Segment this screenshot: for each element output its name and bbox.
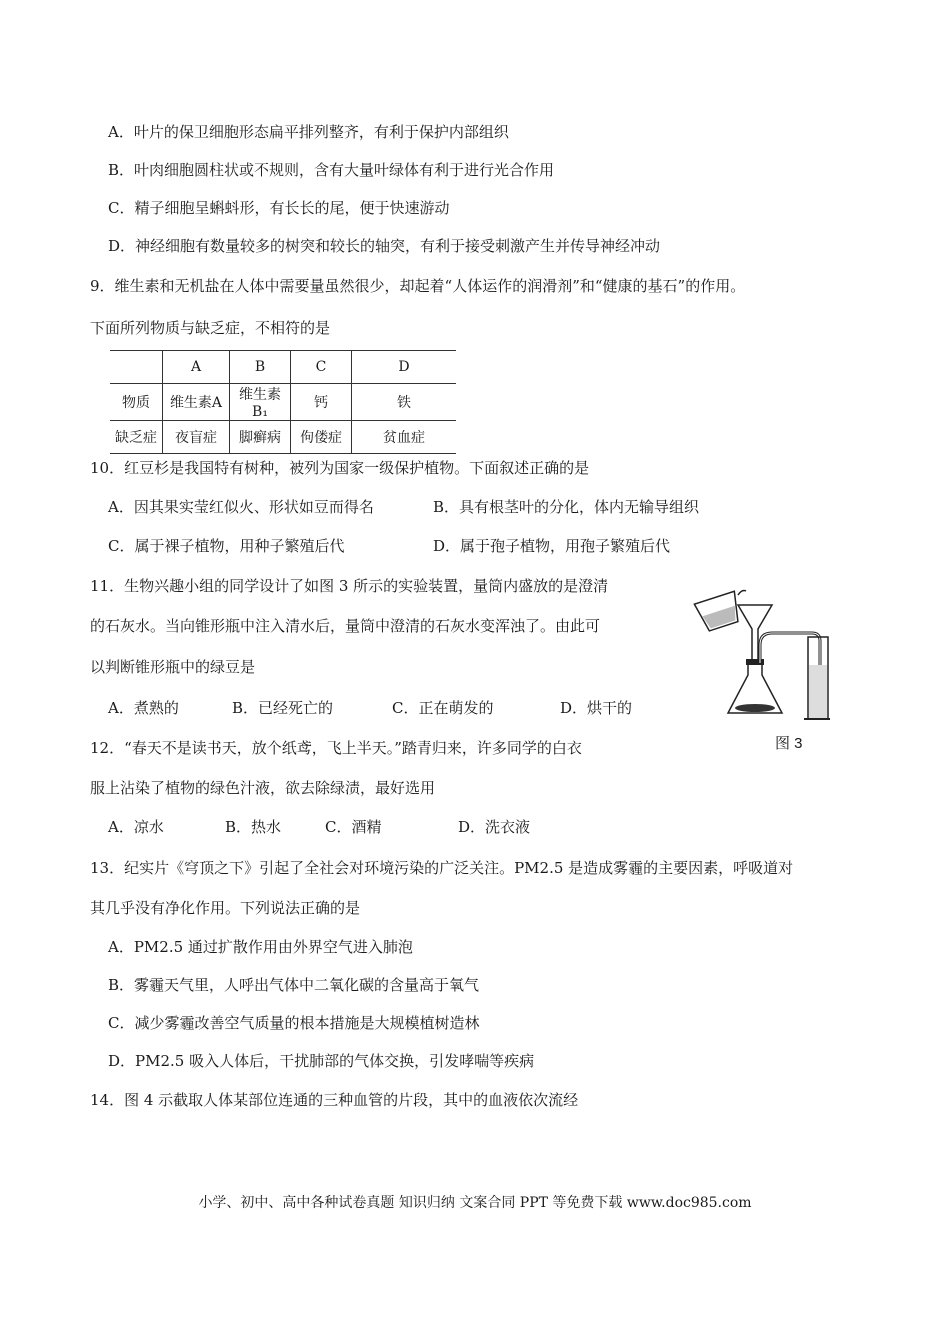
q9-table-cell: 物质 [110,384,163,421]
q8-option-a: A．叶片的保卫细胞形态扁平排列整齐，有利于保护内部组织 [108,123,509,141]
q9-table-cell: 佝偻症 [291,421,352,454]
q11-option-d: D．烘干的 [560,699,633,717]
q13-option-b: B．雾霾天气里，人呼出气体中二氧化碳的含量高于氧气 [108,976,480,994]
q13-option-a: A．PM2.5 通过扩散作用由外界空气进入肺泡 [108,938,413,956]
q9-table [110,350,456,454]
q12-option-d: D．洗衣液 [458,818,531,836]
q11-option-c: C．正在萌发的 [392,699,494,717]
page-footer: 小学、初中、高中各种试卷真题 知识归纳 文案合同 PPT 等免费下载 www.doc985.com [198,1195,752,1211]
q8-option-b: B．叶肉细胞圆柱状或不规则，含有大量叶绿体有利于进行光合作用 [108,161,555,179]
q9-table-row-deficiency [110,421,456,454]
q9-table-cell: A [163,351,230,384]
q9-stem-line1: 9．维生素和无机盐在人体中需要量虽然很少，却起着“人体运作的润滑剂”和“健康的基石”的作用。 [90,277,746,295]
q10-option-c: C．属于裸子植物，用种子繁殖后代 [108,537,345,555]
measuring-cylinder-icon [804,637,830,719]
q13-option-c: C．减少雾霾改善空气质量的根本措施是大规模植树造林 [108,1014,480,1032]
q12-stem-line1: 12．“春天不是读书天，放个纸鸢，飞上半天。”踏青归来，许多同学的白衣 [90,739,582,757]
q12-stem-line2: 服上沾染了植物的绿色汁液，欲去除绿渍，最好选用 [90,779,436,797]
q9-table-cell: D [352,351,457,384]
q9-stem-line2: 下面所列物质与缺乏症，不相符的是 [90,319,331,337]
q10-option-a: A．因其果实莹红似火、形状如豆而得名 [108,498,374,516]
q13-option-d: D．PM2.5 吸入人体后，干扰肺部的气体交换，引发哮喘等疾病 [108,1052,535,1070]
q9-table-cell: 维生素A [163,384,230,421]
q9-table-cell: 铁 [352,384,457,421]
q8-option-d: D．神经细胞有数量较多的树突和较长的轴突，有利于接受刺激产生并传导神经冲动 [108,237,661,255]
q9-table-row-substance [110,384,456,421]
q9-table-cell: 脚癣病 [230,421,291,454]
q9-table-cell: C [291,351,352,384]
q10-stem: 10．红豆杉是我国特有树种，被列为国家一级保护植物。下面叙述正确的是 [90,459,590,477]
q11-stem-line1: 11．生物兴趣小组的同学设计了如图 3 所示的实验装置，量筒内盛放的是澄清 [90,577,609,595]
q9-table-cell: 夜盲症 [163,421,230,454]
figure-3-label: 图 3 [775,735,803,752]
q9-table-cell: 贫血症 [352,421,457,454]
q11-option-a: A．煮熟的 [108,699,179,717]
q14-stem-line1: 14．图 4 示截取人体某部位连通的三种血管的片段，其中的血液依次流经 [90,1091,579,1109]
q8-option-c: C．精子细胞呈蝌蚪形，有长长的尾，便于快速游动 [108,199,450,217]
q9-table-cell [110,351,163,384]
q10-option-b: B．具有根茎叶的分化，体内无输导组织 [433,498,700,516]
q11-option-b: B．已经死亡的 [232,699,334,717]
conical-flask-icon [728,659,782,713]
q9-table-header-row [110,351,456,384]
q13-stem-line1: 13．纪实片《穹顶之下》引起了全社会对环境污染的广泛关注。PM2.5 是造成雾霾的主要因素，呼吸道对 [90,859,794,877]
q12-option-b: B．热水 [225,818,282,836]
beaker-icon [694,591,746,633]
q9-table-cell: 钙 [291,384,352,421]
q11-stem-line3: 以判断锥形瓶中的绿豆是 [90,658,256,676]
q12-option-a: A．凉水 [108,818,164,836]
q11-stem-line2: 的石灰水。当向锥形瓶中注入清水后，量筒中澄清的石灰水变浑浊了。由此可 [90,617,601,635]
q13-stem-line2: 其几乎没有净化作用。下列说法正确的是 [90,899,361,917]
q10-option-d: D．属于孢子植物，用孢子繁殖后代 [433,537,671,555]
q9-table-cell: B [230,351,291,384]
experiment-apparatus-figure [690,575,830,725]
q12-option-c: C．酒精 [325,818,382,836]
q9-table-cell: 缺乏症 [110,421,163,454]
q9-table-cell: 维生素B₁ [230,384,291,421]
